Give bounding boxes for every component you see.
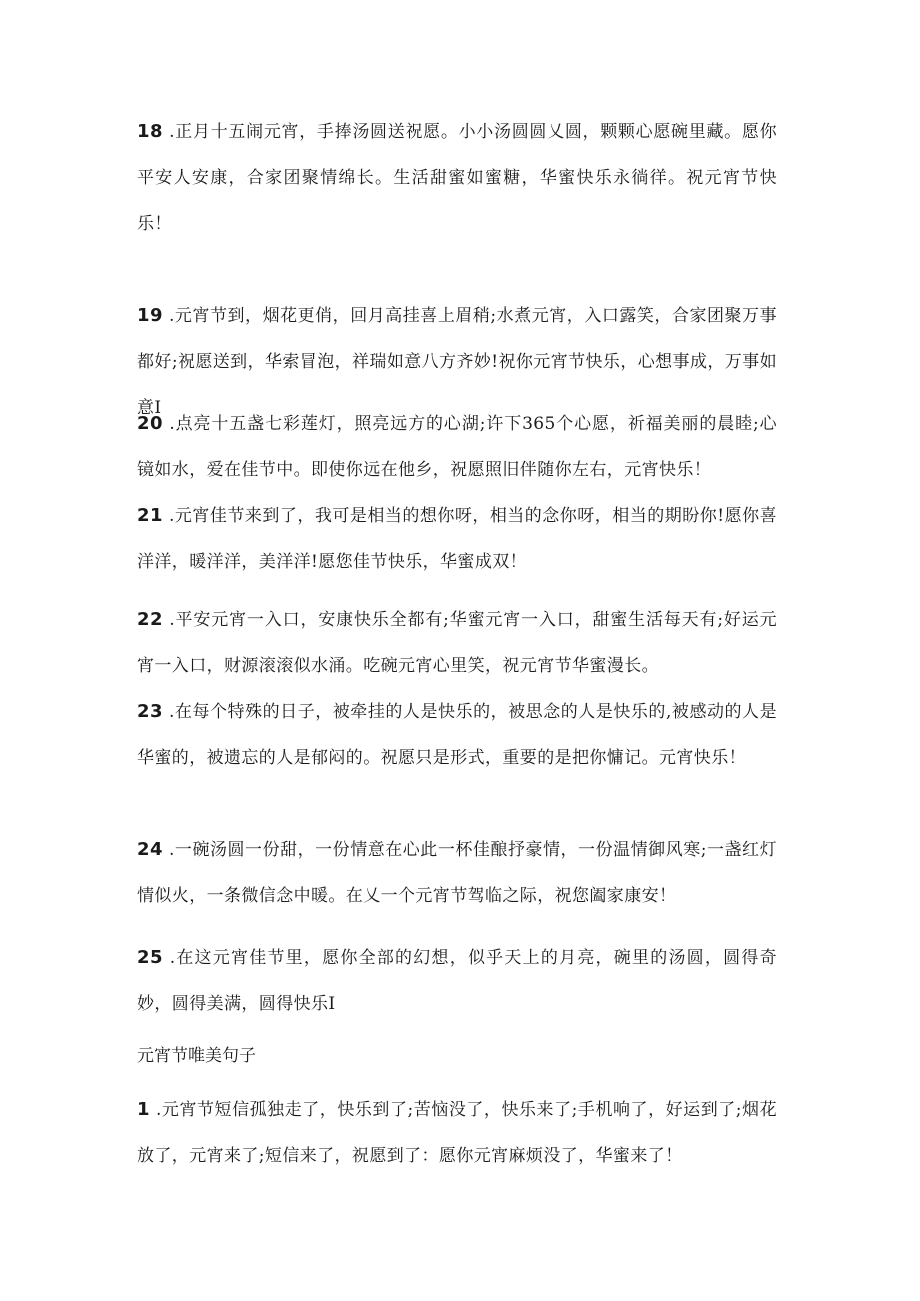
item-text: .元宵节到，烟花更俏，回月高挂喜上眉稍;水煮元宵，入口露笑，合家团聚万事都好;祝愿送到，华索冒泡，祥瑞如意八方齐妙!祝你元宵节快乐，心想事成，万事如意I bbox=[137, 306, 777, 418]
item-text: .元宵佳节来到了，我可是相当的想你呀，相当的念你呀，相当的期盼你!愿你喜洋洋，暖洋洋，美洋洋!愿您佳节快乐，华蜜成双！ bbox=[137, 506, 777, 572]
item-text: .元宵节短信孤独走了，快乐到了;苦恼没了，快乐来了;手机响了，好运到了;烟花放了，元宵来了;短信来了，祝愿到了：愿你元宵麻烦没了，华蜜来了！ bbox=[137, 1100, 777, 1166]
wish-paragraph-18 bbox=[137, 109, 777, 247]
item-number: 19 bbox=[137, 305, 164, 326]
item-text: .一碗汤圆一份甜，一份情意在心此一杯佳酿抒豪情，一份温情御风寒;一盏红灯情似火，一条微信念中暖。在乂一个元宵节驾临之际，祝您阖家康安！ bbox=[137, 840, 777, 906]
wish-paragraph-22 bbox=[137, 597, 777, 689]
item-text: .平安元宵一入口，安康快乐全都有;华蜜元宵一入口，甜蜜生活每天有;好运元宵一入口，财源滚滚似水涌。吃碗元宵心里笑，祝元宵节华蜜漫长。 bbox=[137, 610, 777, 676]
wish-paragraph-21 bbox=[137, 493, 777, 585]
wish-paragraph-24 bbox=[137, 827, 777, 919]
item-text: .点亮十五盏七彩莲灯，照亮远方的心湖;许下365个心愿，祈福美丽的晨睦;心镜如水，爱在佳节中。即使你远在他乡，祝愿照旧伴随你左右，元宵快乐！ bbox=[137, 414, 777, 480]
item-text: .在每个特殊的日子，被牵挂的人是快乐的，被思念的人是快乐的,被感动的人是华蜜的，被遗忘的人是郁闷的。祝愿只是形式，重要的是把你慵记。元宵快乐！ bbox=[137, 702, 777, 768]
wish-paragraph-23 bbox=[137, 689, 777, 781]
item-text: .正月十五闹元宵，手捧汤圆送祝愿。小小汤圆圆乂圆，颗颗心愿碗里藏。愿你平安人安康，合家团聚情绵长。生活甜蜜如蜜糖，华蜜快乐永徜徉。祝元宵节快乐！ bbox=[137, 122, 777, 234]
section-heading: 元宵节唯美句子 bbox=[137, 1046, 256, 1066]
wish-paragraph-20 bbox=[137, 401, 777, 493]
item-text: .在这元宵佳节里，愿你全部的幻想，似乎天上的月亮，碗里的汤圆，圆得奇妙，圆得美满，圆得快乐I bbox=[137, 948, 777, 1014]
item-number: 1 bbox=[137, 1099, 151, 1120]
item-number: 23 bbox=[137, 701, 164, 722]
item-number: 20 bbox=[137, 413, 164, 434]
item-number: 22 bbox=[137, 609, 164, 630]
item-number: 24 bbox=[137, 839, 164, 860]
wish-paragraph-25 bbox=[137, 935, 777, 1027]
item-number: 21 bbox=[137, 505, 164, 526]
item-number: 25 bbox=[137, 947, 164, 968]
item-number: 18 bbox=[137, 121, 164, 142]
wish-paragraph-section-1 bbox=[137, 1087, 777, 1179]
